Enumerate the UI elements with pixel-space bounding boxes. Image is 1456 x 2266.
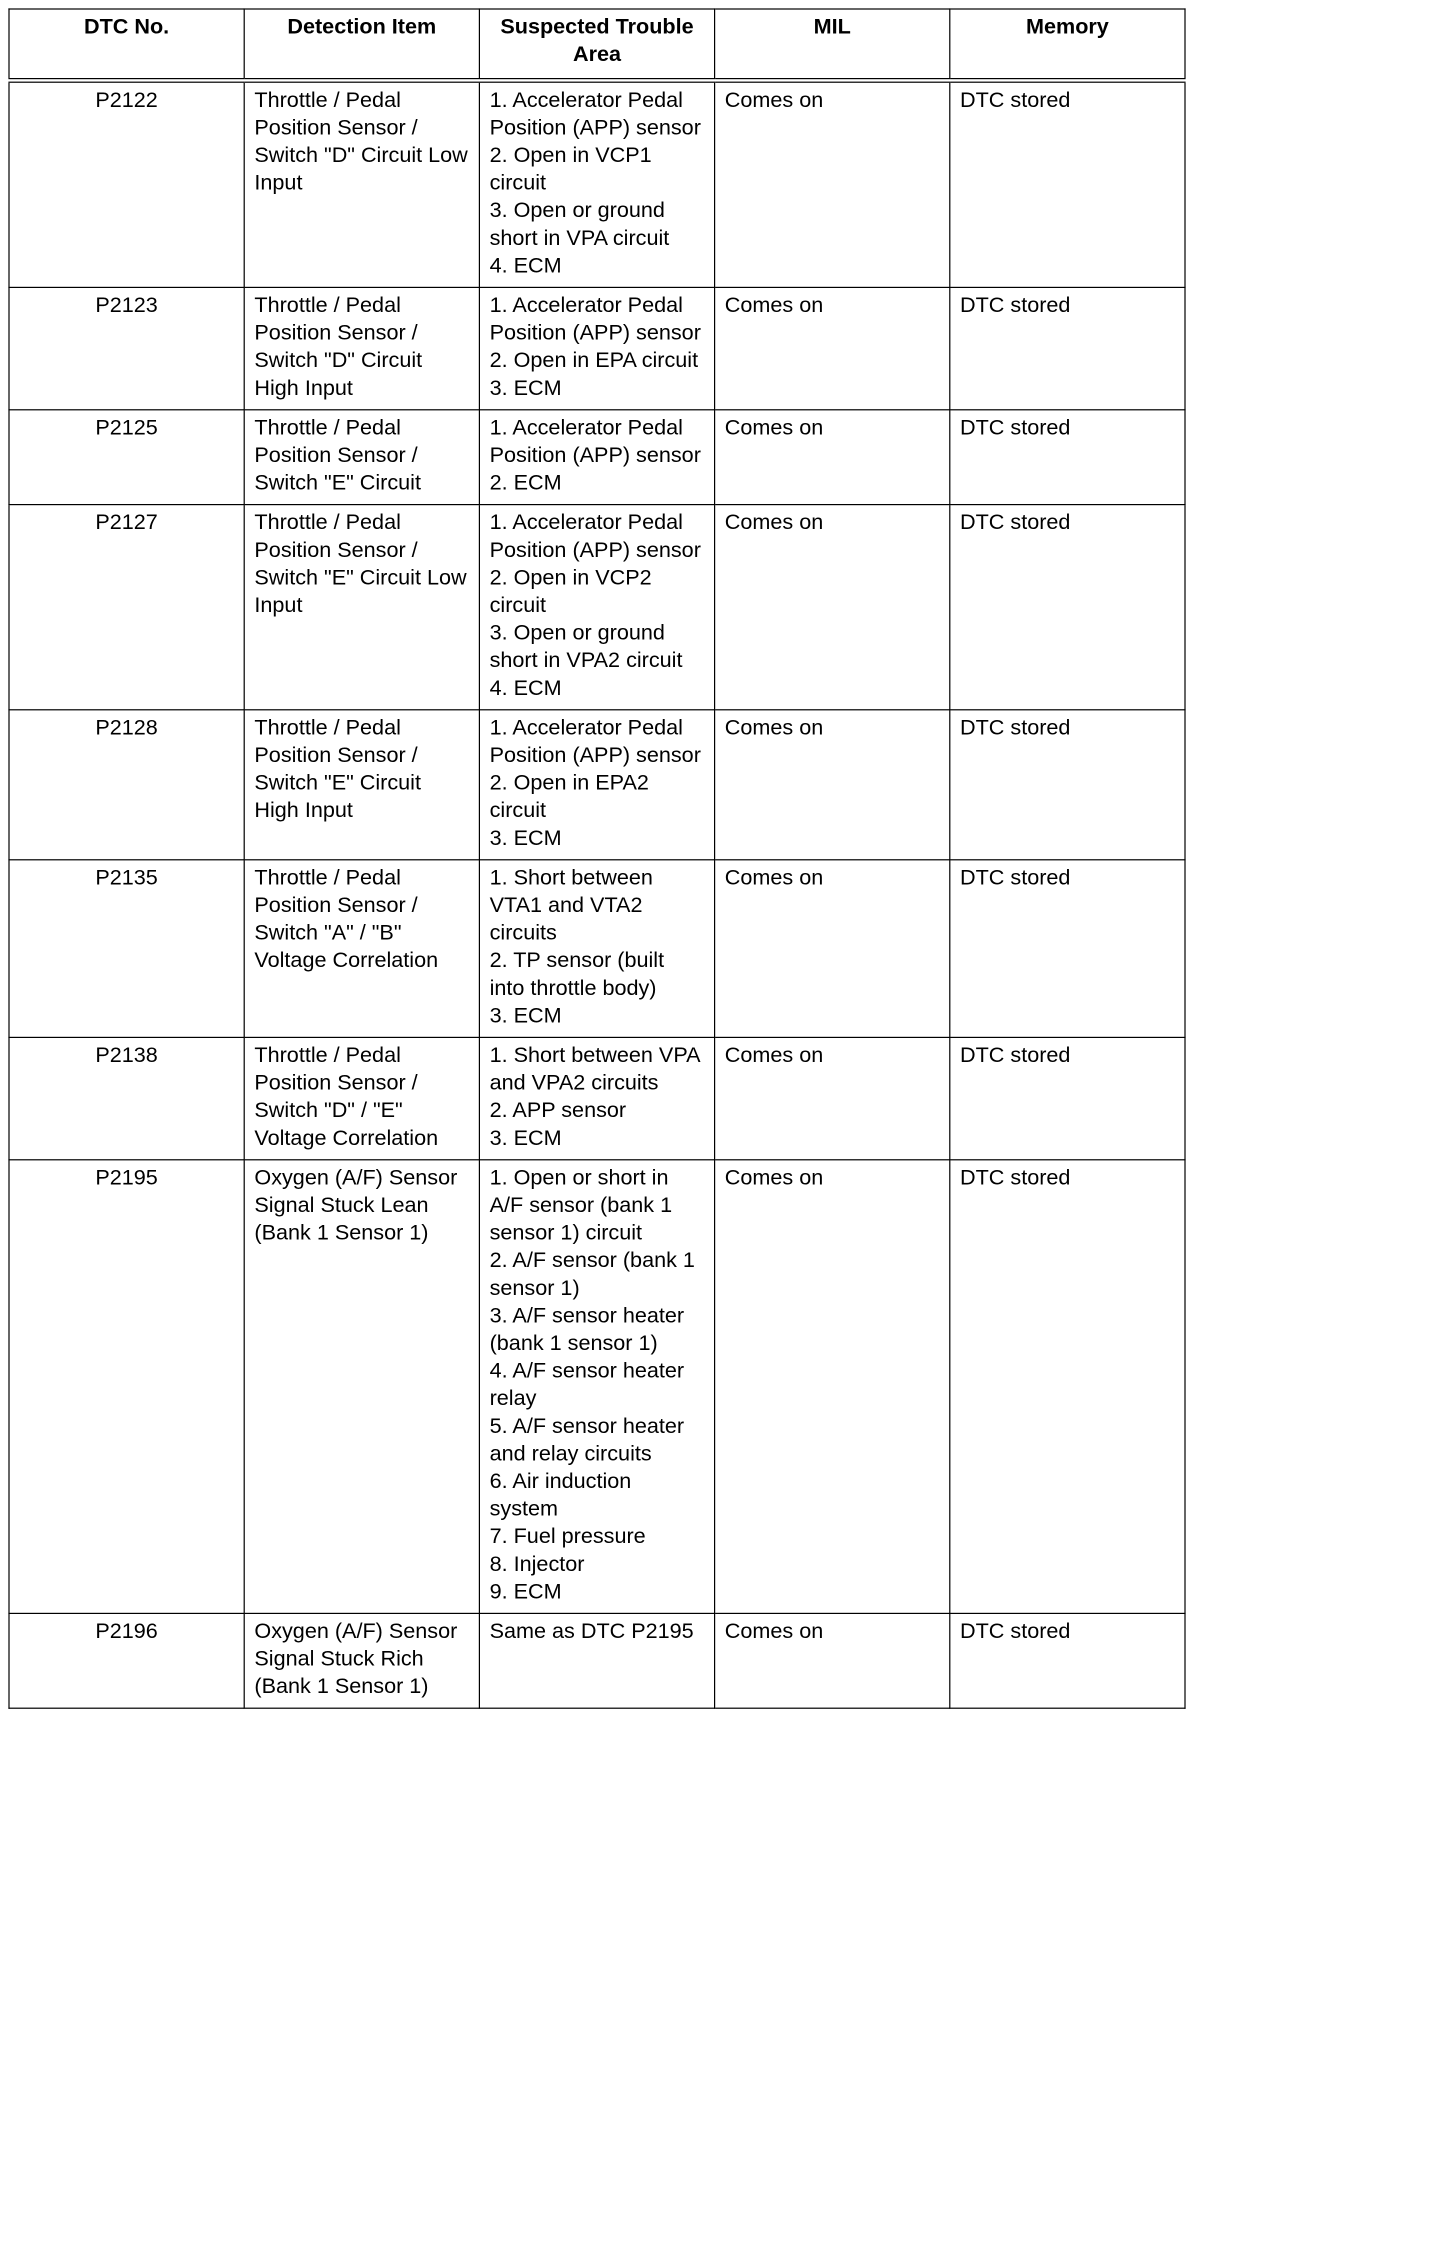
trouble-area-item: 3. ECM [489,825,562,850]
trouble-area-item: Same as DTC P2195 [489,1618,694,1643]
trouble-area-item: 2. APP sensor [489,1098,627,1122]
trouble-area-item: 2. Open in EPA circuit [489,348,699,372]
dtc-code-cell: P2128 [9,710,244,860]
trouble-area-item: 2. TP sensor (built into throttle body) [489,948,665,1000]
trouble-area-item: 1. Accelerator Pedal Position (APP) sensor [489,415,701,467]
trouble-area-item: 1. Accelerator Pedal Position (APP) sensor [489,510,701,562]
mil-cell: Comes on [715,410,950,505]
memory-cell: DTC stored [950,1037,1185,1159]
table-header [9,9,1185,80]
memory-cell: DTC stored [950,860,1185,1038]
dtc-table [8,8,1185,1708]
mil-cell: Comes on [715,1037,950,1159]
trouble-area-cell [479,410,714,505]
memory-cell: DTC stored [950,287,1185,409]
mil-cell: Comes on [715,80,950,287]
table-body [9,80,1185,1708]
detection-item-cell: Throttle / Pedal Position Sensor / Switch "E" Circuit Low Input [244,505,479,710]
table-row [9,505,1185,710]
trouble-area-item: 2. ECM [489,470,562,495]
trouble-area-cell [479,287,714,409]
dtc-code-cell: P2125 [9,410,244,505]
header-row [9,9,1185,80]
trouble-area-item: 5. A/F sensor heater and relay circuits [489,1413,685,1466]
table-row [9,1037,1185,1159]
table-row [9,80,1185,287]
detection-item-cell: Throttle / Pedal Position Sensor / Switch "E" Circuit High Input [244,710,479,860]
trouble-area-item: 1. Accelerator Pedal Position (APP) sensor [489,292,701,345]
trouble-area-item: 2. A/F sensor (bank 1 sensor 1) [489,1248,695,1300]
trouble-area-cell [479,1613,714,1708]
detection-item-cell: Throttle / Pedal Position Sensor / Switch "D" Circuit High Input [244,287,479,409]
memory-cell: DTC stored [950,1160,1185,1614]
detection-item-cell: Throttle / Pedal Position Sensor / Switch "E" Circuit [244,410,479,505]
trouble-area-item: 1. Open or short in A/F sensor (bank 1 sensor 1) circuit [489,1165,673,1245]
table-row [9,1160,1185,1614]
table-row [9,860,1185,1038]
trouble-area-item: 7. Fuel pressure [489,1524,646,1549]
trouble-area-item: 3. ECM [489,1125,562,1150]
trouble-area-cell [479,505,714,710]
detection-item-cell: Throttle / Pedal Position Sensor / Switch "A" / "B" Voltage Correlation [244,860,479,1038]
dtc-code-cell: P2138 [9,1037,244,1159]
table-row [9,410,1185,505]
trouble-area-item: 9. ECM [489,1579,562,1604]
trouble-area-item: 2. Open in VCP1 circuit [489,142,652,195]
trouble-area-item: 1. Short between VTA1 and VTA2 circuits [489,865,653,945]
trouble-area-item: 3. A/F sensor heater (bank 1 sensor 1) [489,1303,685,1355]
trouble-area-item: 2. Open in VCP2 circuit [489,565,652,617]
dtc-code-cell: P2135 [9,860,244,1038]
trouble-area-item: 1. Accelerator Pedal Position (APP) sensor [489,715,701,767]
trouble-area-item: 3. ECM [489,375,562,400]
detection-item-cell: Throttle / Pedal Position Sensor / Switch "D" / "E" Voltage Correlation [244,1037,479,1159]
dtc-code-cell: P2123 [9,287,244,409]
trouble-area-item: 4. ECM [489,253,562,278]
dtc-code-cell: P2122 [9,80,244,287]
mil-cell: Comes on [715,860,950,1038]
mil-cell: Comes on [715,1160,950,1614]
header-memory: Memory [950,9,1185,80]
memory-cell: DTC stored [950,410,1185,505]
trouble-area-cell [479,1160,714,1614]
memory-cell: DTC stored [950,80,1185,287]
trouble-area-cell [479,710,714,860]
mil-cell: Comes on [715,1613,950,1708]
trouble-area-item: 4. ECM [489,675,562,700]
detection-item-cell: Oxygen (A/F) Sensor Signal Stuck Lean (Bank 1 Sensor 1) [244,1160,479,1614]
trouble-area-item: 6. Air induction system [489,1468,632,1521]
trouble-area-cell [479,1037,714,1159]
detection-item-cell: Throttle / Pedal Position Sensor / Switch "D" Circuit Low Input [244,80,479,287]
table-row [9,710,1185,860]
dtc-code-cell: P2195 [9,1160,244,1614]
detection-item-cell: Oxygen (A/F) Sensor Signal Stuck Rich (Bank 1 Sensor 1) [244,1613,479,1708]
mil-cell: Comes on [715,287,950,409]
trouble-area-item: 3. Open or ground short in VPA circuit [489,198,670,250]
header-dtc-no: DTC No. [9,9,244,80]
trouble-area-item: 1. Accelerator Pedal Position (APP) sensor [489,87,701,140]
header-mil: MIL [715,9,950,80]
trouble-area-item: 8. Injector [489,1551,585,1576]
header-detection-item: Detection Item [244,9,479,80]
table-row [9,1613,1185,1708]
trouble-area-item: 1. Short between VPA and VPA2 circuits [489,1042,700,1095]
memory-cell: DTC stored [950,505,1185,710]
dtc-code-cell: P2196 [9,1613,244,1708]
trouble-area-item: 2. Open in EPA2 circuit [489,770,649,823]
header-trouble-area: Suspected Trouble Area [479,9,714,80]
trouble-area-item: 4. A/F sensor heater relay [489,1358,685,1410]
table-row [9,287,1185,409]
trouble-area-cell [479,860,714,1038]
memory-cell: DTC stored [950,1613,1185,1708]
trouble-area-cell [479,80,714,287]
trouble-area-item: 3. ECM [489,1003,562,1028]
memory-cell: DTC stored [950,710,1185,860]
mil-cell: Comes on [715,710,950,860]
dtc-code-cell: P2127 [9,505,244,710]
mil-cell: Comes on [715,505,950,710]
trouble-area-item: 3. Open or ground short in VPA2 circuit [489,620,683,672]
